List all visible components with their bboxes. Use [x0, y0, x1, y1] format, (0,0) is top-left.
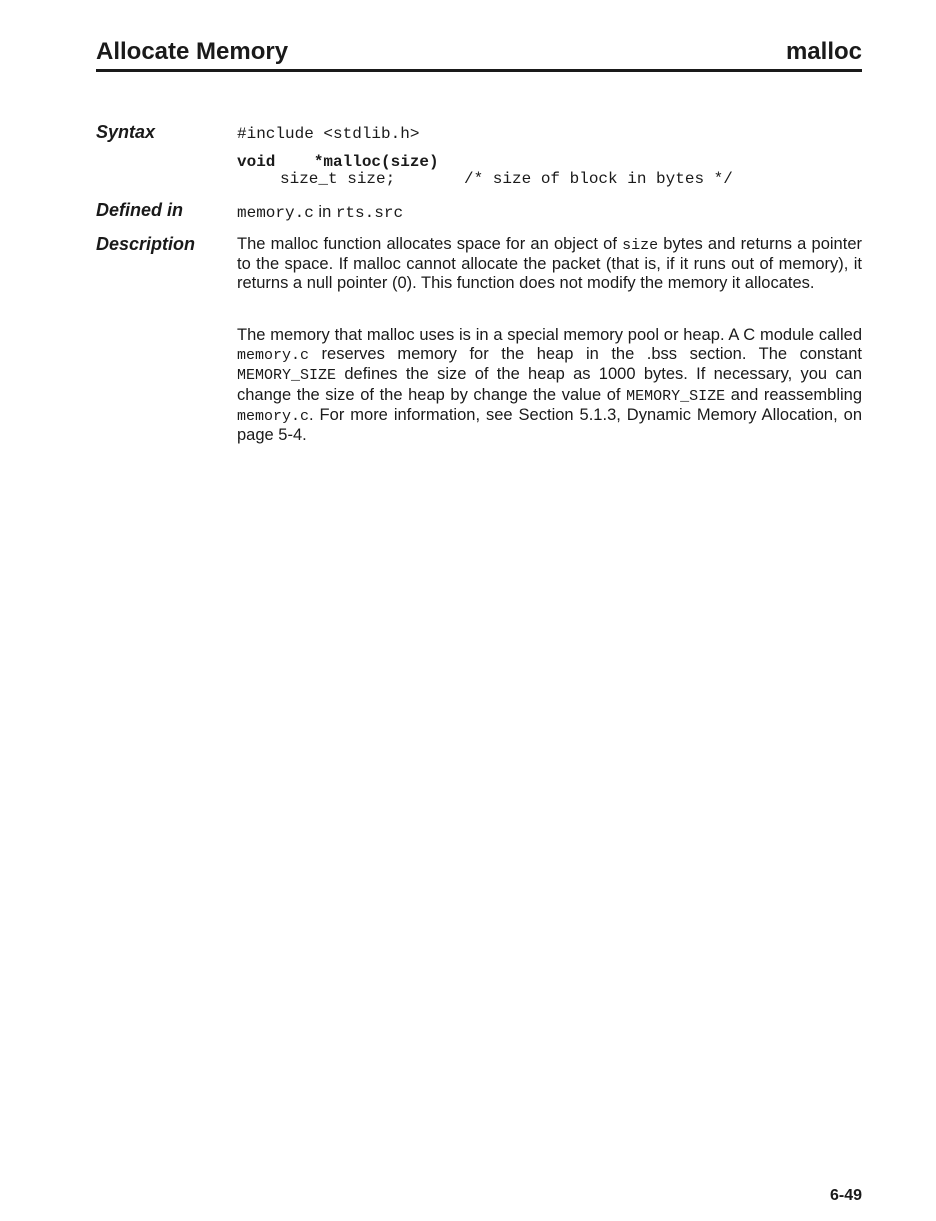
syntax-include: #include <stdlib.h>: [237, 125, 420, 143]
code-run: memory.c: [237, 347, 310, 365]
prototype-return-type: void: [237, 153, 276, 171]
parameter-declaration: size_t size;: [280, 170, 396, 188]
text-run: The memory that malloc uses is in a special memory pool or heap. A C module called: [237, 326, 862, 344]
syntax-label: Syntax: [96, 122, 156, 142]
section-title: Allocate Memory: [96, 38, 289, 65]
text-run: . For more information, see Section 5.1.3, Dynamic Memory Allocation, on page 5-4.: [237, 405, 862, 445]
defined-in-archive: rts.src: [335, 204, 404, 222]
description-paragraph-2: [237, 326, 862, 445]
text-run: and reassembling: [725, 385, 862, 404]
text-run: defines the size of the heap as 1000 bytes. If necessary, you can change the size of the heap by change the value of: [237, 365, 862, 404]
defined-in-connector: in: [313, 203, 336, 221]
syntax-parameter: [280, 170, 733, 188]
code-run: MEMORY_SIZE: [237, 367, 337, 385]
syntax-prototype: [237, 153, 439, 171]
code-run: memory.c: [237, 407, 310, 425]
header-rule: [96, 69, 862, 72]
page-header: [96, 38, 862, 70]
text-run: bytes and returns a pointer to the space. If malloc cannot allocate the packet (that is, if it runs out of memory), it returns a null pointer (0). This function does not modify the memory it allocates.: [237, 235, 862, 293]
defined-in-file: memory.c: [237, 204, 314, 222]
function-name-heading: malloc: [785, 38, 862, 65]
description-paragraph-1: [237, 235, 862, 294]
code-run: MEMORY_SIZE: [626, 387, 726, 405]
defined-in-value: [237, 203, 403, 222]
prototype-function: *malloc(size): [313, 153, 439, 171]
page-number: 6-49: [829, 1187, 862, 1204]
text-run: The malloc function allocates space for an object of: [237, 235, 623, 253]
text-run: reserves memory for the heap in the .bss section. The constant: [309, 345, 862, 364]
description-label: Description: [96, 234, 196, 254]
parameter-comment: /* size of block in bytes */: [464, 170, 733, 188]
defined-in-label: Defined in: [96, 200, 184, 220]
code-run: size: [622, 237, 659, 254]
